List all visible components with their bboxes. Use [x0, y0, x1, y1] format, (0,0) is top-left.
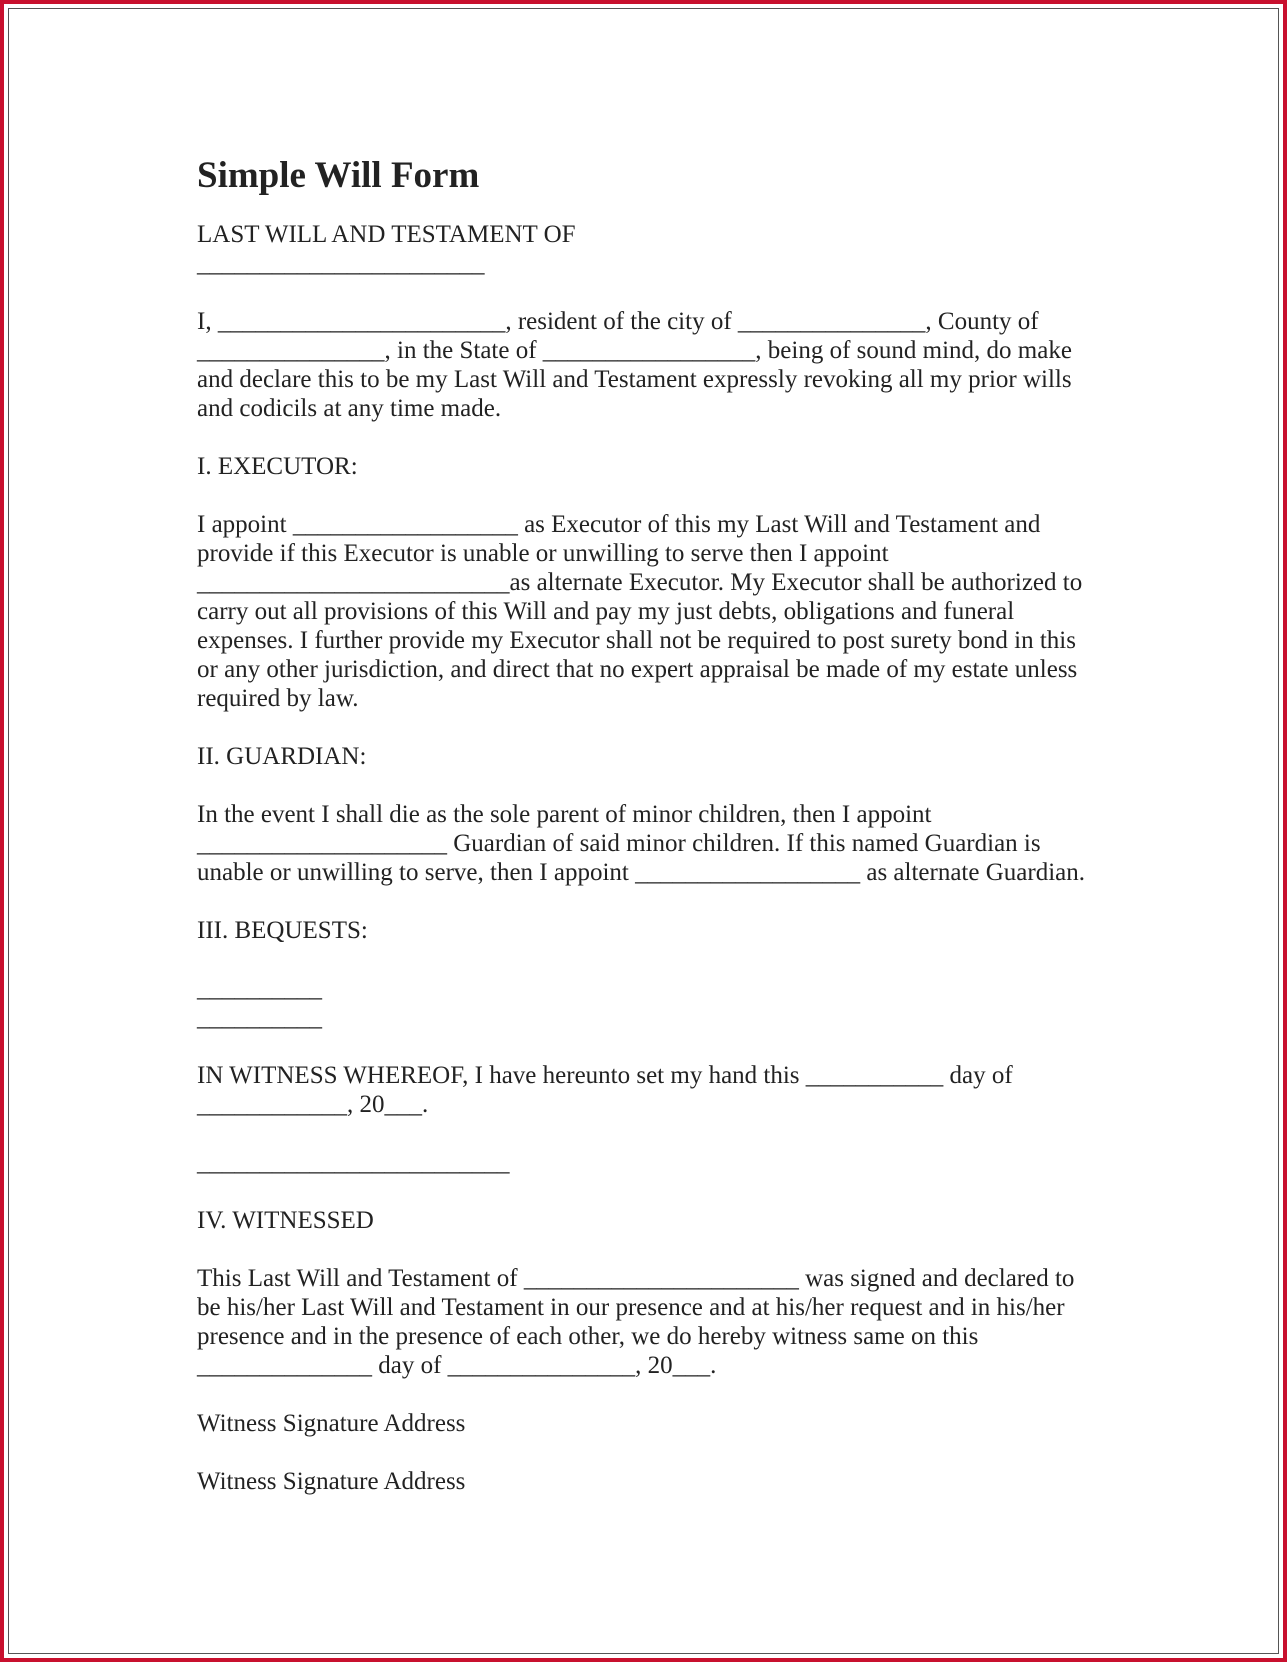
bequest-blank: __________ — [197, 975, 322, 1002]
guardian-heading: II. GUARDIAN: — [197, 743, 367, 770]
witness-whereof-clause — [197, 1061, 1097, 1119]
witnessed-line: This Last Will and Testament of ______________________ was signed and declared to — [197, 1265, 1075, 1292]
executor-line: provide if this Executor is unable or unwilling to serve then I appoint — [197, 540, 889, 567]
witnessed-line: presence and in the presence of each other, we do hereby witness same on this — [197, 1323, 979, 1350]
testator-name-blank: _______________________ — [197, 250, 485, 277]
testator-signature-line: _________________________ — [197, 1149, 510, 1176]
witness-clause-line: IN WITNESS WHEREOF, I have hereunto set my hand this ___________ day of — [197, 1062, 1013, 1089]
intro-line: and codicils at any time made. — [197, 395, 502, 422]
bequest-blank: __________ — [197, 1004, 322, 1031]
document-title: Simple Will Form — [197, 155, 480, 196]
witness-signature-2: Witness Signature Address — [197, 1468, 466, 1495]
will-heading: LAST WILL AND TESTAMENT OF — [197, 221, 576, 248]
executor-heading: I. EXECUTOR: — [197, 453, 358, 480]
executor-line: carry out all provisions of this Will and pay my just debts, obligations and funeral — [197, 598, 1015, 625]
witnessed-line: ______________ day of _______________, 20___. — [197, 1352, 717, 1379]
executor-line: _________________________as alternate Executor. My Executor shall be authorized to — [197, 569, 1083, 596]
will-document — [197, 154, 1097, 1496]
witnessed-paragraph — [197, 1264, 1097, 1380]
executor-line: I appoint __________________ as Executor of this my Last Will and Testament and — [197, 511, 1041, 538]
witnessed-heading: IV. WITNESSED — [197, 1207, 374, 1234]
witness-signature-1: Witness Signature Address — [197, 1410, 466, 1437]
intro-line: I, _______________________, resident of the city of _______________, County of — [197, 308, 1039, 335]
guardian-line: In the event I shall die as the sole parent of minor children, then I appoint — [197, 801, 932, 828]
bequests-heading: III. BEQUESTS: — [197, 917, 368, 944]
witnessed-line: be his/her Last Will and Testament in our presence and at his/her request and in his/her — [197, 1294, 1065, 1321]
intro-paragraph — [197, 307, 1097, 423]
guardian-line: ____________________ Guardian of said minor children. If this named Guardian is — [197, 830, 1041, 857]
executor-line: required by law. — [197, 685, 359, 712]
executor-line: or any other jurisdiction, and direct that no expert appraisal be made of my estate unless — [197, 656, 1078, 683]
intro-line: and declare this to be my Last Will and Testament expressly revoking all my prior wills — [197, 366, 1072, 393]
executor-line: expenses. I further provide my Executor shall not be required to post surety bond in this — [197, 627, 1076, 654]
guardian-paragraph — [197, 800, 1097, 887]
intro-line: _______________, in the State of _________________, being of sound mind, do make — [197, 337, 1072, 364]
witness-clause-line: ____________, 20___. — [197, 1091, 429, 1118]
executor-paragraph — [197, 510, 1097, 713]
guardian-line: unable or unwilling to serve, then I appoint __________________ as alternate Guardian. — [197, 859, 1085, 886]
